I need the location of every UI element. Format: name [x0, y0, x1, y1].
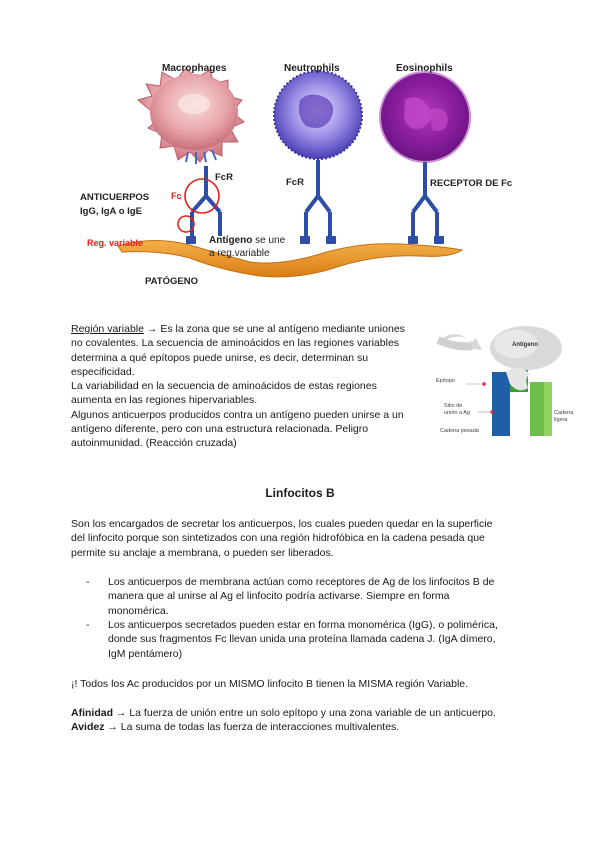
antigeno-label	[209, 234, 285, 260]
afinidad-line	[71, 706, 551, 720]
epitope-figure	[432, 318, 576, 444]
epitopo-label: Epítopo	[436, 378, 455, 384]
fcr-label-neutrophil: FcR	[286, 177, 304, 188]
cadena-ligera-line2: ligera	[554, 417, 568, 423]
figure-illustration	[0, 0, 600, 310]
cadena-ligera-line1: Cadena	[554, 410, 574, 416]
pathogen-worm	[118, 240, 462, 276]
receptor-fc-label: RECEPTOR DE Fc	[430, 178, 513, 189]
antigeno-bold: Antígeno	[209, 235, 253, 246]
intro-line-3: permite su anclaje a membrana, o pueden ser liberados.	[71, 546, 334, 559]
region-variable-line-6: aumenta en las regiones hipervariables.	[71, 394, 258, 407]
antigeno-rest-2: a reg.variable	[209, 248, 270, 259]
antibody-figure	[0, 0, 600, 310]
important-note: ¡! Todos los Ac producidos por un MISMO linfocito B tienen la MISMA región Variable.	[71, 678, 469, 690]
avidez-line	[71, 720, 551, 734]
sitio-line1: Sitio de	[444, 403, 463, 409]
bullet-1-text	[108, 575, 494, 618]
sitio-label	[444, 403, 470, 417]
fc-label: Fc	[171, 191, 182, 201]
bullet-item-2	[86, 618, 498, 661]
intro-line-1: Son los encargados de secretar los anticuerpos, los cuales pueden quedar en la superficie	[71, 518, 493, 530]
eosinophils-label: Eosinophils	[396, 63, 453, 74]
region-variable-line-9: autoinmunidad. (Reacción cruzada)	[71, 437, 237, 450]
region-variable-paragraph	[71, 322, 431, 451]
bullet-2-line-1: Los anticuerpos secretados pueden estar en forma monomérica (IgG), o polimérica,	[108, 619, 498, 631]
fcr-label-macrophage: FcR	[215, 172, 233, 183]
antibody-eosinophil	[413, 196, 437, 236]
antibody-neutrophil	[306, 196, 330, 236]
side-antigeno-label: Antígeno	[512, 342, 538, 348]
bullet-dash-2: -	[86, 619, 90, 631]
bullet-item-1	[86, 575, 494, 618]
avidez-term: Avidez	[71, 721, 105, 734]
bullet-1-line-3: monomérica.	[108, 604, 169, 617]
bullet-2-line-3: IgM pentámero)	[108, 647, 183, 660]
region-variable-line-1-text: Es la zona que se une al antígeno mediante uniones	[160, 323, 405, 335]
region-variable-arrow: →	[143, 323, 161, 335]
region-variable-line-4: especificidad.	[71, 365, 135, 378]
region-variable-line-8: antígeno diferente, pero con una estructura relacionada. Peligro	[71, 423, 369, 436]
section-title: Linfocitos B	[265, 486, 335, 500]
region-variable-line-3: determina a qué epítopos puede unirse, es decir, determinan su	[71, 351, 369, 364]
neutrophils-label: Neutrophils	[284, 63, 340, 74]
afinidad-text: → La fuerza de unión entre un solo epítopo y una zona variable de un anticuerpo.	[113, 707, 496, 719]
afinidad-term: Afinidad	[71, 707, 113, 719]
linfocitos-intro	[71, 517, 541, 560]
reg-variable-label: Reg. variable	[87, 238, 144, 248]
antigeno-rest-1: se une	[252, 235, 286, 246]
bullet-2-line-2: donde sus fragmentos Fc llevan unida una proteína llamada cadena J. (IgA dímero,	[108, 633, 496, 646]
region-variable-line-2: no covalentes. La secuencia de aminoácidos en las regiones variables	[71, 337, 400, 350]
macrophages-label: Macrophages	[162, 63, 227, 74]
intro-line-2: del linfocito porque son sintetizados con una región hidrofóbica en la cadena pesada que	[71, 532, 485, 545]
definitions	[71, 706, 551, 735]
region-variable-line-7: Algunos anticuerpos producidos contra un antígeno pueden unirse a un	[71, 408, 404, 421]
avidez-text: → La suma de todas las fuerza de interacciones multivalentes.	[104, 721, 400, 734]
bullet-dash-1: -	[86, 576, 90, 588]
anticuerpos-label-line2: IgG, IgA o IgE	[80, 206, 142, 217]
bullet-1-line-1: Los anticuerpos de membrana actúan como receptores de Ag de los linfocitos B de	[108, 576, 495, 588]
cadena-ligera-label	[554, 410, 573, 424]
macrophage-cell	[138, 68, 244, 164]
region-variable-line-5: La variabilidad en la secuencia de aminoácidos de estas regiones	[71, 380, 377, 393]
region-variable-line-1	[71, 322, 431, 336]
fc-highlight-circle	[185, 179, 219, 213]
region-variable-term: Región variable	[71, 323, 144, 335]
sitio-line2: unión a Ag	[444, 410, 470, 416]
anticuerpos-label-line1: ANTICUERPOS	[80, 192, 150, 203]
patogeno-label: PATÓGENO	[145, 276, 198, 287]
bullet-1-line-2: manera que al unirse al Ag el linfocito podría activarse. Siempre en forma	[108, 590, 450, 603]
cadena-pesada-label: Cadena pesada	[440, 428, 479, 434]
bullet-2-text	[108, 618, 498, 661]
